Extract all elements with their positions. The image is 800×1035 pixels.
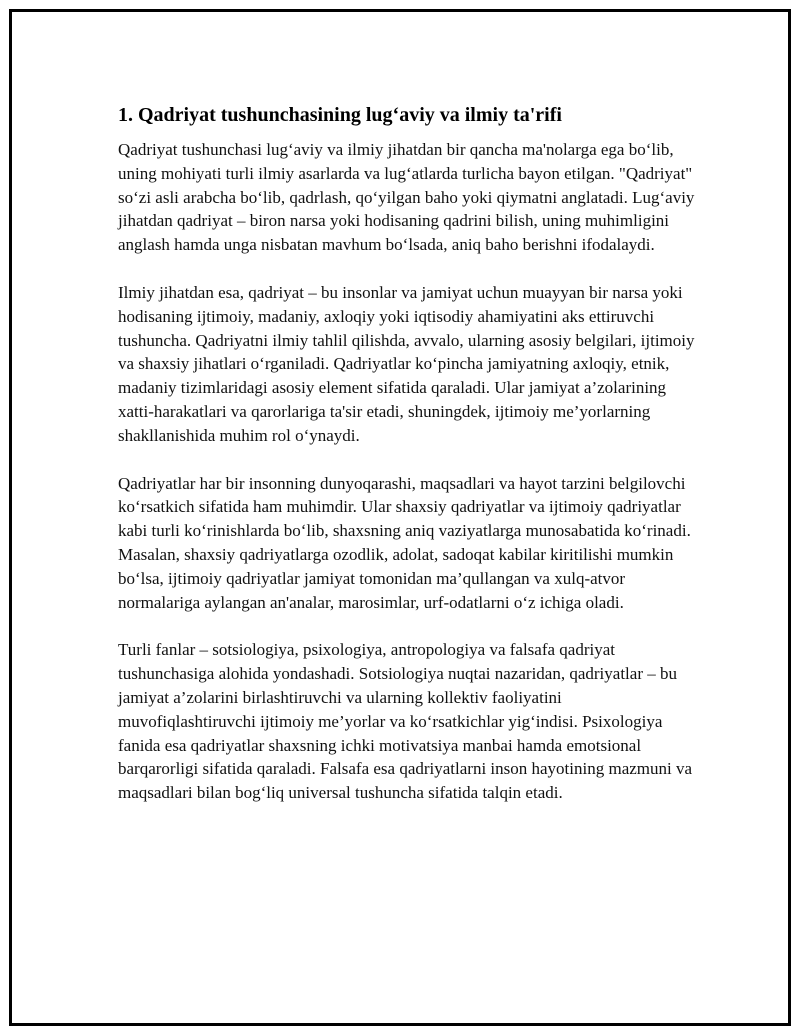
page-border	[9, 9, 791, 1026]
paragraph-personal-social-values: Qadriyatlar har bir insonning dunyoqarashi, maqsadlari va hayot tarzini belgilovchi ko‘rsatkich sifatida ham muhimdir. Ular shaxsiy qadriyatlar va ijtimoiy qadriyatlar kabi turli ko‘rinishlarda bo‘lib, shaxsning aniq vaziyatlarga munosabatida ko‘rinadi. Masalan, shaxsiy qadriyatlarga ozodlik, adolat, sadoqat kabilar kiritilishi mumkin bo‘lsa, ijtimoiy qadriyatlar jamiyat tomonidan ma’qullangan va xulq-atvor normalariga aylangan an'analar, marosimlar, urf-odatlarni o‘z ichiga oladi.	[118, 473, 691, 612]
paragraph-scientific-definition: Ilmiy jihatdan esa, qadriyat – bu insonlar va jamiyat uchun muayyan bir narsa yoki hodisaning ijtimoiy, madaniy, axloqiy yoki iqtisodiy ahamiyatini aks ettiruvchi tushuncha. Qadriyatni ilmiy tahlil qilishda, avvalo, ularning asosiy belgilari, ijtimoiy va shaxsiy jihatlari o‘rganiladi. Qadriyatlar ko‘pincha jamiyatning axloqiy, etnik, madaniy tizimlaridagi asosiy element sifatida qaraladi. Ular jamiyat a’zolarining xatti-harakatlari va qarorlariga ta'sir etadi, shuningdek, ijtimoiy me’yorlarning shakllanishida muhim rol o‘ynaydi.	[118, 282, 695, 445]
paragraph-lexical-definition: Qadriyat tushunchasi lug‘aviy va ilmiy jihatdan bir qancha ma'nolarga ega bo‘lib, uning mohiyati turli ilmiy asarlarda va lug‘atlarda turlicha bayon etilgan. "Qadriyat" so‘zi asli arabcha bo‘lib, qadrlash, qo‘yilgan baho yoki qiymatni anglatadi. Lug‘aviy jihatdan qadriyat – biron narsa yoki hodisaning qadrini bilish, uning muhimligini anglash hamda unga nisbatan mavhum bo‘lsada, aniq baho berishni ifodalaydi.	[118, 140, 695, 255]
document-body	[118, 102, 698, 829]
paragraph-disciplinary-approaches: Turli fanlar – sotsiologiya, psixologiya, antropologiya va falsafa qadriyat tushunchasiga alohida yondashadi. Sotsiologiya nuqtai nazaridan, qadriyatlar – bu jamiyat a’zolarini birlashtiruvchi va ularning kollektiv faoliyatini muvofiqlashtiruvchi ijtimoiy me’yorlar va ko‘rsatkichlar yig‘indisi. Psixologiya fanida esa qadriyatlar shaxsning ichki motivatsiya manbai hamda emotsional barqarorligi sifatida qaraladi. Falsafa esa qadriyatlarni inson hayotining mazmuni va maqsadlari bilan bog‘liq universal tushuncha sifatida talqin etadi.	[118, 640, 693, 803]
section-heading: 1. Qadriyat tushunchasining lug‘aviy va ilmiy ta'rifi	[118, 104, 562, 126]
